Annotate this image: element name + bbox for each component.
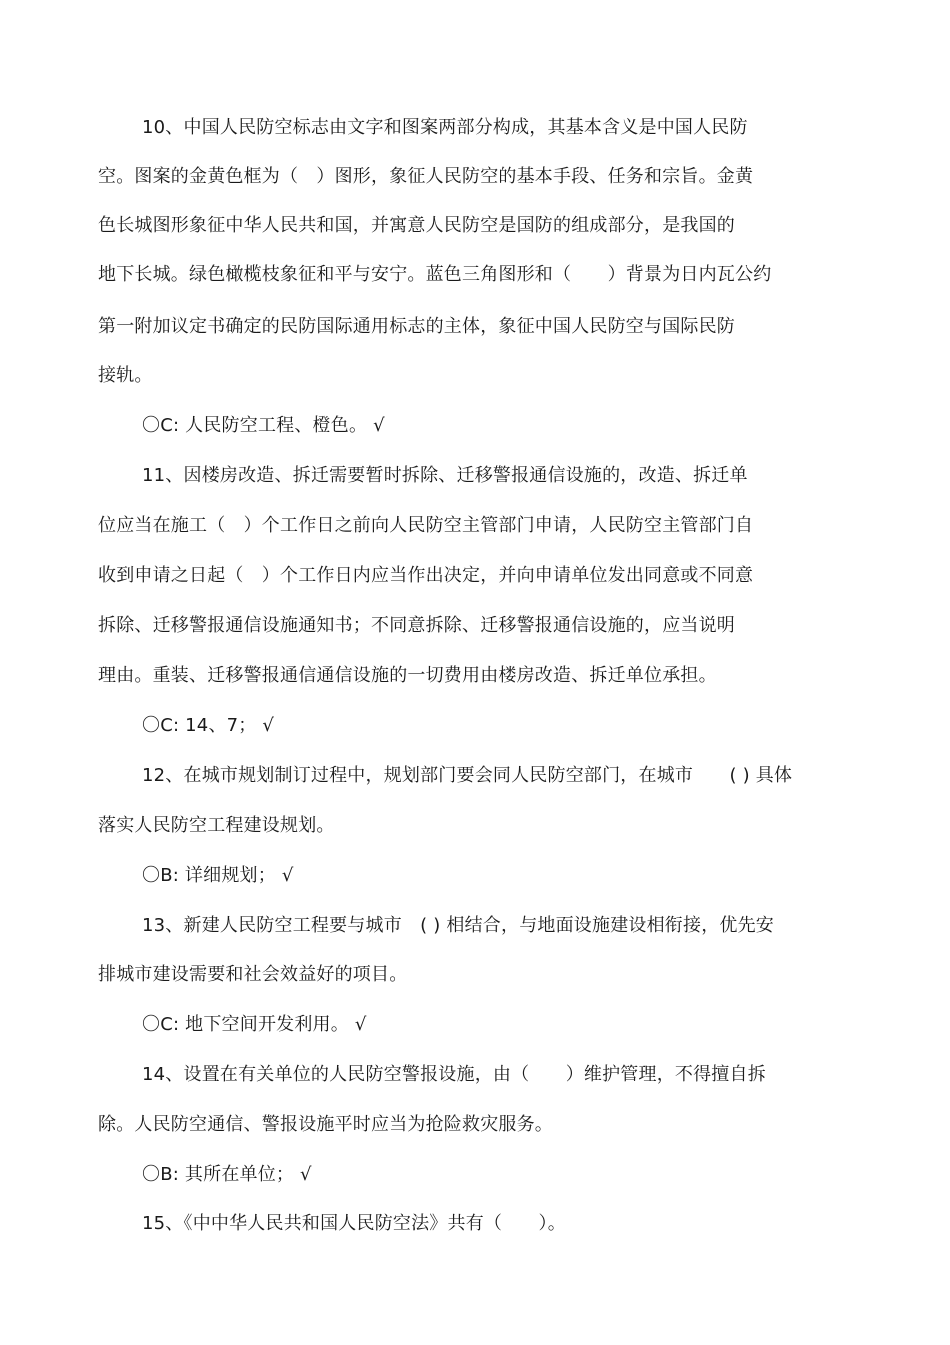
- q12-line-1: 12、在城市规划制订过程中，规划部门要会同人民防空部门，在城市 ( ) 具体: [142, 765, 793, 786]
- q13-line-1: 13、新建人民防空工程要与城市 ( ) 相结合，与地面设施建设相衔接，优先安: [142, 915, 774, 936]
- q11-line-5: 理由。重装、迁移警报通信通信设施的一切费用由楼房改造、拆迁单位承担。: [98, 665, 717, 686]
- q11-line-3: 收到申请之日起（ ）个工作日内应当作出决定，并向申请单位发出同意或不同意: [98, 565, 754, 586]
- q14-line-1: 14、设置在有关单位的人民防空警报设施，由（ ）维护管理，不得擅自拆: [142, 1064, 766, 1085]
- q11-answer: 〇C: 14、7； √: [142, 715, 275, 736]
- q14-line-2: 除。人民防空通信、警报设施平时应当为抢险救灾服务。: [98, 1114, 553, 1135]
- q11-line-2: 位应当在施工（ ）个工作日之前向人民防空主管部门申请，人民防空主管部门自: [98, 515, 754, 536]
- q10-line-5: 第一附加议定书确定的民防国际通用标志的主体，象征中国人民防空与国际民防: [98, 316, 735, 337]
- q14-answer: 〇B: 其所在单位； √: [142, 1164, 312, 1185]
- q10-line-6: 接轨。: [98, 365, 153, 386]
- q11-line-1: 11、因楼房改造、拆迁需要暂时拆除、迁移警报通信设施的，改造、拆迁单: [142, 465, 748, 486]
- q10-answer: 〇C: 人民防空工程、橙色。 √: [142, 415, 385, 436]
- q10-line-3: 色长城图形象征中华人民共和国，并寓意人民防空是国防的组成部分，是我国的: [98, 215, 735, 236]
- q13-answer: 〇C: 地下空间开发利用。 √: [142, 1014, 367, 1035]
- q12-answer: 〇B: 详细规划； √: [142, 865, 294, 886]
- q10-line-4: 地下长城。绿色橄榄枝象征和平与安宁。蓝色三角图形和（ ）背景为日内瓦公约: [98, 264, 772, 285]
- q11-line-4: 拆除、迁移警报通信设施通知书；不同意拆除、迁移警报通信设施的，应当说明: [98, 615, 735, 636]
- q13-line-2: 排城市建设需要和社会效益好的项目。: [98, 964, 408, 985]
- q10-line-2: 空。图案的金黄色框为（ ）图形，象征人民防空的基本手段、任务和宗旨。金黄: [98, 166, 754, 187]
- q12-line-2: 落实人民防空工程建设规划。: [98, 815, 335, 836]
- q10-line-1: 10、中国人民防空标志由文字和图案两部分构成，其基本含义是中国人民防: [142, 117, 748, 138]
- q15-line-1: 15、《中中华人民共和国人民防空法》共有（ ）。: [142, 1213, 566, 1234]
